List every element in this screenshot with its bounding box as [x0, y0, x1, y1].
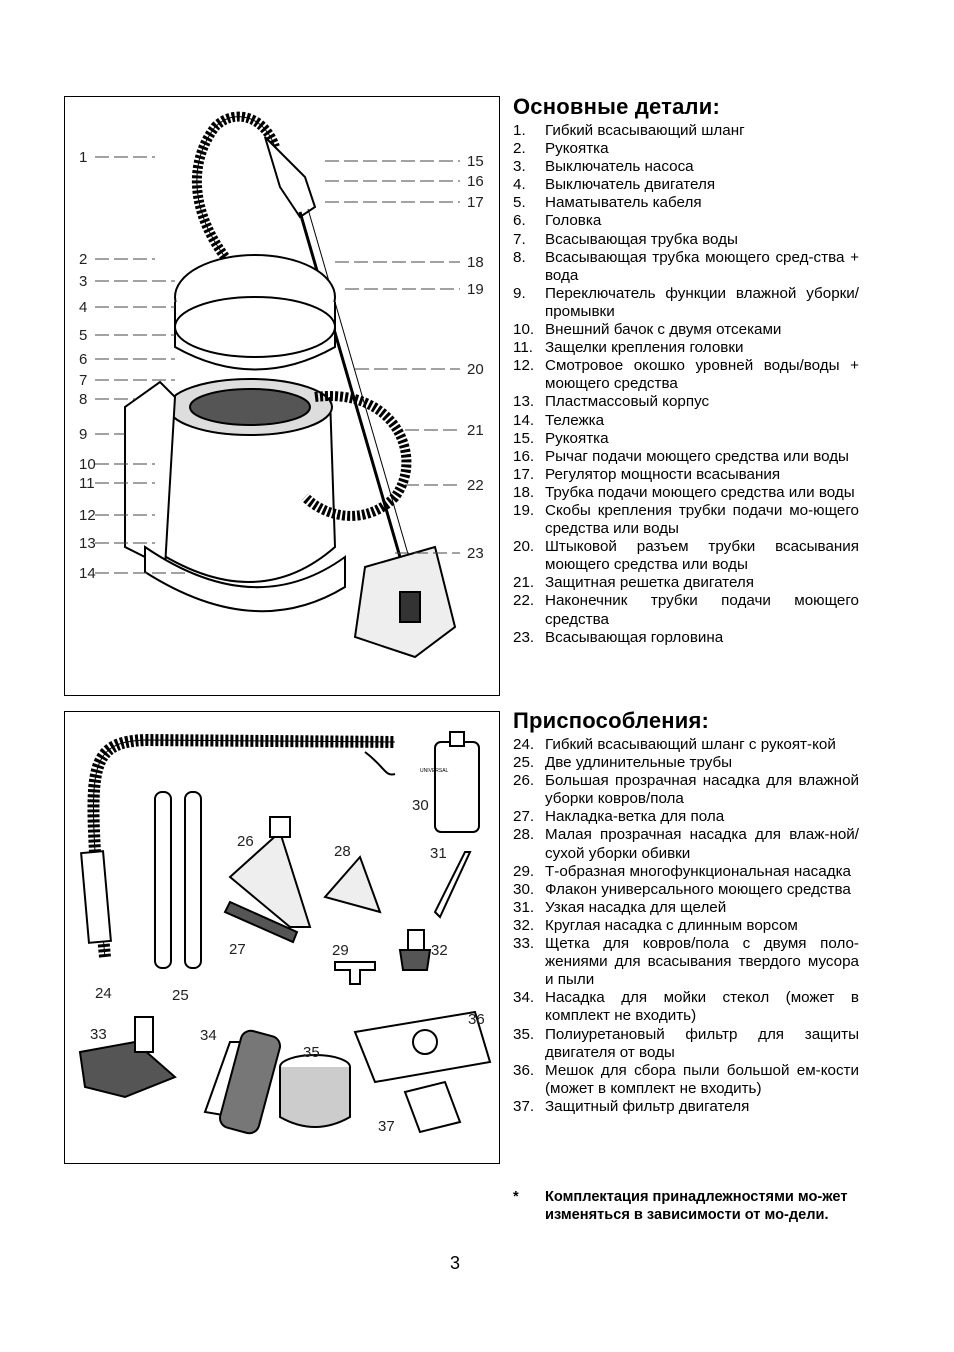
main-part-item-number: 2. — [513, 140, 526, 158]
accessory-item-text: Малая прозрачная насадка для влаж-ной/сухой уборки обивки — [545, 826, 859, 862]
main-part-item — [513, 212, 859, 230]
main-part-item — [513, 448, 859, 466]
accessories-section — [513, 708, 859, 1116]
accessory-item — [513, 736, 859, 754]
main-part-item-number: 11. — [513, 339, 533, 357]
main-part-item — [513, 339, 859, 357]
callout-15: 15 — [467, 153, 484, 170]
accessory-item — [513, 772, 859, 808]
main-part-item-number: 15. — [513, 429, 535, 447]
main-parts-list — [513, 122, 859, 647]
accessory-item — [513, 1098, 859, 1116]
callout-17: 17 — [467, 194, 484, 211]
accessory-item — [513, 881, 859, 899]
callout-18: 18 — [467, 254, 484, 271]
main-part-item — [513, 412, 859, 430]
accessory-item-number: 28. — [513, 826, 535, 844]
accessory-item-number: 30. — [513, 880, 535, 898]
main-part-item-number: 4. — [513, 176, 526, 194]
main-part-item — [513, 176, 859, 194]
callout-33: 33 — [90, 1026, 107, 1043]
callout-5: 5 — [79, 327, 88, 344]
main-part-item-text: Головка — [545, 212, 602, 230]
accessory-item-number: 24. — [513, 736, 535, 753]
main-parts-figure — [64, 96, 500, 696]
main-part-item-text: Рычаг подачи моющего средства или воды — [545, 447, 849, 465]
callout-14: 14 — [79, 565, 96, 582]
main-part-item-text: Штыковой разъем трубки всасывания моющего средства или воды — [545, 538, 859, 574]
main-part-item-number: 5. — [513, 194, 526, 212]
accessory-item-text: Насадка для мойки стекол (может в комплект не входить) — [545, 989, 859, 1025]
main-part-item-number: 1. — [513, 122, 526, 139]
main-part-item — [513, 158, 859, 176]
callout-9: 9 — [79, 426, 88, 443]
bottle-label: UNIVERSAL — [420, 768, 449, 774]
callout-22: 22 — [467, 477, 484, 494]
main-part-item-number: 3. — [513, 158, 526, 176]
accessory-item-text: Полиуретановый фильтр для защиты двигателя от воды — [545, 1025, 859, 1061]
main-part-item — [513, 357, 859, 393]
main-part-item-number: 20. — [513, 538, 535, 556]
callout-29: 29 — [332, 942, 349, 959]
callout-35: 35 — [303, 1044, 320, 1061]
accessory-item-text: Накладка-ветка для пола — [545, 808, 725, 826]
vacuum-cleaner-illustration — [65, 97, 499, 695]
callout-2: 2 — [79, 251, 88, 268]
callout-19: 19 — [467, 281, 484, 298]
main-part-item-number: 18. — [513, 483, 535, 501]
accessory-item-text: Узкая насадка для щелей — [545, 898, 727, 916]
main-part-item — [513, 592, 859, 628]
main-part-item — [513, 140, 859, 158]
accessory-item-text: Щетка для ковров/пола с двумя поло-жениями для всасывания твердого мусора и пыли — [545, 935, 859, 989]
accessory-item-text: Гибкий всасывающий шланг с рукоят-кой — [545, 736, 836, 753]
main-part-item — [513, 321, 859, 339]
main-part-item-number: 23. — [513, 628, 535, 646]
main-part-item-number: 19. — [513, 501, 535, 519]
callout-7: 7 — [79, 372, 88, 389]
main-part-item-text: Наматыватель кабеля — [545, 194, 702, 212]
main-part-item-text: Рукоятка — [545, 429, 609, 447]
accessory-item-number: 33. — [513, 935, 535, 953]
footnote-text: Комплектация принадлежностями мо-жет изменяться в зависимости от мо-дели. — [545, 1189, 848, 1224]
callout-28: 28 — [334, 843, 351, 860]
main-part-item-text: Рукоятка — [545, 140, 609, 158]
main-part-item — [513, 629, 859, 647]
callout-26: 26 — [237, 833, 254, 850]
main-part-item-text: Выключатель двигателя — [545, 176, 716, 194]
accessory-item-number: 27. — [513, 808, 535, 826]
main-part-item — [513, 574, 859, 592]
main-part-item — [513, 466, 859, 484]
accessory-item — [513, 989, 859, 1025]
main-part-item-number: 10. — [513, 321, 535, 339]
accessory-item-text: Две удлинительные трубы — [545, 754, 733, 772]
accessories-illustration — [65, 712, 499, 1163]
main-part-item — [513, 538, 859, 574]
main-part-item-number: 16. — [513, 447, 535, 465]
main-part-item — [513, 231, 859, 249]
page-number: 3 — [450, 1253, 461, 1273]
callout-34: 34 — [200, 1027, 217, 1044]
accessory-item-text: Круглая насадка с длинным ворсом — [545, 916, 798, 934]
main-part-item-text: Защелки крепления головки — [545, 339, 744, 357]
main-part-item — [513, 249, 859, 285]
callout-4: 4 — [79, 299, 88, 316]
accessory-item-number: 26. — [513, 772, 535, 790]
accessory-item-text: Большая прозрачная насадка для влажной уборки ковров/пола — [545, 772, 859, 808]
main-part-item-text: Всасывающая горловина — [545, 628, 724, 646]
accessory-item-number: 35. — [513, 1025, 535, 1043]
main-part-item-number: 21. — [513, 574, 535, 592]
footnote-marker: * — [513, 1189, 519, 1205]
main-part-item-text: Наконечник трубки подачи моющего средства — [545, 592, 859, 628]
callout-36: 36 — [468, 1011, 485, 1028]
accessory-item — [513, 826, 859, 862]
main-part-item — [513, 393, 859, 411]
main-part-item — [513, 122, 859, 140]
callout-1: 1 — [79, 149, 88, 166]
callout-11: 11 — [79, 475, 95, 492]
accessory-item-text: Защитный фильтр двигателя — [545, 1097, 750, 1115]
main-part-item — [513, 285, 859, 321]
main-part-item-number: 17. — [513, 465, 535, 483]
main-part-item-number: 22. — [513, 592, 535, 610]
callout-21: 21 — [467, 422, 484, 439]
accessory-item-number: 29. — [513, 862, 535, 880]
accessories-list — [513, 736, 859, 1116]
accessories-figure — [64, 711, 500, 1164]
accessory-item-number: 25. — [513, 754, 535, 772]
main-part-item — [513, 502, 859, 538]
accessory-item — [513, 917, 859, 935]
accessory-item-text: Мешок для сбора пыли большой ем-кости (может в комплект не входить) — [545, 1061, 859, 1097]
main-part-item-text: Пластмассовый корпус — [545, 393, 710, 411]
callout-13: 13 — [79, 535, 96, 552]
accessory-item — [513, 863, 859, 881]
main-part-item-number: 14. — [513, 411, 535, 429]
main-part-item-number: 13. — [513, 393, 535, 411]
callout-20: 20 — [467, 361, 484, 378]
accessory-item-number: 32. — [513, 916, 535, 934]
main-part-item-text: Выключатель насоса — [545, 158, 694, 176]
main-part-item — [513, 484, 859, 502]
callout-25: 25 — [172, 987, 189, 1004]
callout-10: 10 — [79, 456, 96, 473]
callout-24: 24 — [95, 985, 112, 1002]
accessory-item-text: Т-образная многофункциональная насадка — [545, 862, 851, 880]
accessories-title: Приспособления: — [513, 708, 710, 733]
main-part-item-text: Всасывающая трубка воды — [545, 230, 738, 248]
callout-23: 23 — [467, 545, 484, 562]
main-part-item-text: Переключатель функции влажной уборки/промывки — [545, 284, 859, 320]
accessory-item-number: 37. — [513, 1097, 535, 1115]
accessory-item-text: Флакон универсального моющего средства — [545, 880, 851, 898]
accessory-item-number: 36. — [513, 1061, 535, 1079]
callout-37: 37 — [378, 1118, 395, 1135]
main-parts-title: Основные детали: — [513, 94, 720, 119]
accessory-item — [513, 935, 859, 989]
callout-31: 31 — [430, 845, 447, 862]
main-part-item-text: Трубка подачи моющего средства или воды — [545, 483, 855, 501]
accessory-item — [513, 899, 859, 917]
accessory-item — [513, 1062, 859, 1098]
main-part-item-number: 8. — [513, 248, 526, 266]
callout-8: 8 — [79, 391, 88, 408]
callout-6: 6 — [79, 351, 88, 368]
main-part-item-text: Регулятор мощности всасывания — [545, 465, 781, 483]
accessory-item-number: 31. — [513, 898, 535, 916]
main-part-item-number: 9. — [513, 284, 526, 302]
accessory-item-number: 34. — [513, 989, 535, 1007]
main-part-item-text: Внешний бачок с двумя отсеками — [545, 321, 782, 339]
accessory-item — [513, 1026, 859, 1062]
main-part-item-text: Смотровое окошко уровней воды/воды + моющего средства — [545, 357, 859, 393]
callout-16: 16 — [467, 173, 484, 190]
main-part-item-text: Гибкий всасывающий шланг — [545, 122, 745, 139]
main-part-item — [513, 430, 859, 448]
main-part-item-text: Защитная решетка двигателя — [545, 574, 754, 592]
callout-12: 12 — [79, 507, 96, 524]
callout-32: 32 — [431, 942, 448, 959]
callout-27: 27 — [229, 941, 246, 958]
footnote — [513, 1188, 859, 1224]
main-part-item-number: 7. — [513, 230, 526, 248]
main-part-item — [513, 194, 859, 212]
main-part-item-text: Всасывающая трубка моющего сред-ства + вода — [545, 248, 859, 284]
accessory-item — [513, 754, 859, 772]
main-part-item-text: Скобы крепления трубки подачи мо-ющего средства или воды — [545, 501, 859, 538]
accessory-item — [513, 808, 859, 826]
main-part-item-text: Тележка — [545, 411, 605, 429]
main-parts-section — [513, 94, 859, 647]
main-part-item-number: 6. — [513, 212, 526, 230]
main-part-item-number: 12. — [513, 357, 535, 375]
callout-30: 30 — [412, 797, 429, 814]
callout-3: 3 — [79, 273, 88, 290]
